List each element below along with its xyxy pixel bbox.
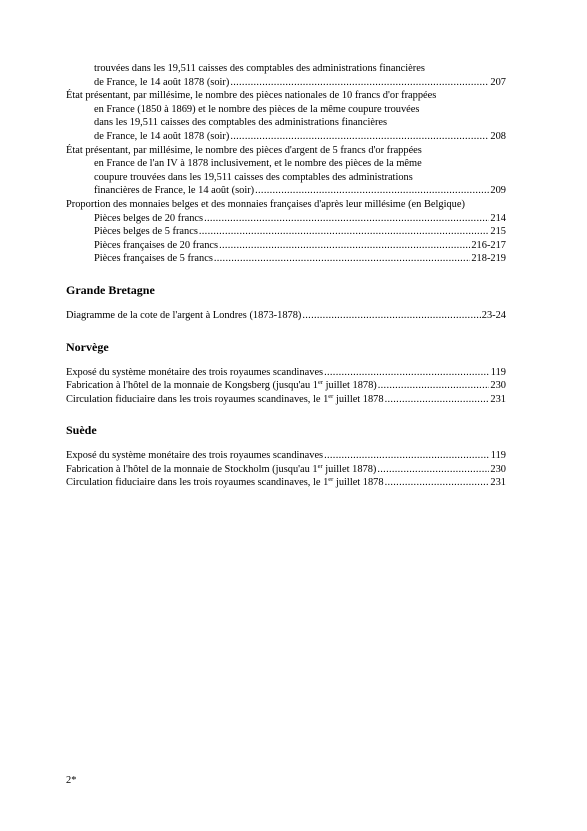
page-number: 214 xyxy=(490,212,506,224)
entry-leader-line xyxy=(66,130,506,144)
page-number: 23-24 xyxy=(481,309,506,321)
page-footer-number: 2* xyxy=(66,775,77,786)
page-number: 218-219 xyxy=(471,253,506,265)
dot-leader xyxy=(378,379,490,393)
entry-leader-line xyxy=(66,212,506,226)
entry-line: État présentant, par millésime, le nombre des pièces nationales de 10 francs d'or frappées xyxy=(66,90,437,102)
entry-text: Pièces françaises de 20 francs xyxy=(94,239,219,251)
entry-leader-line xyxy=(66,379,506,393)
page-number: 216-217 xyxy=(471,239,506,251)
entry-leader-line xyxy=(66,184,506,198)
dot-leader xyxy=(255,184,489,198)
entry-leader-line xyxy=(66,449,506,463)
toc-content xyxy=(66,62,506,490)
page-number: 230 xyxy=(490,380,506,392)
dot-leader xyxy=(219,239,470,253)
entry-line: en France de l'an IV à 1878 inclusivement, et le nombre des pièces de la même xyxy=(94,158,422,170)
page-number: 207 xyxy=(490,76,506,88)
dot-leader xyxy=(324,366,490,380)
dot-leader xyxy=(302,309,480,323)
entry-text: Exposé du système monétaire des trois royaumes scandinaves xyxy=(66,366,324,378)
entry-text: de France, le 14 août 1878 (soir) xyxy=(94,76,230,88)
entry-text: financières de France, le 14 août (soir) xyxy=(94,185,255,197)
entry-leader-line xyxy=(66,476,506,490)
entry-text-part: Fabrication à l'hôtel de la monnaie de Stockholm (jusqu'au 1 xyxy=(66,463,318,475)
entry-line: coupure trouvées dans les 19,511 caisses des comptables des administrations xyxy=(94,171,413,183)
entry-text-part: juillet 1878 xyxy=(333,477,384,489)
entry-text: Diagramme de la cote de l'argent à Londres (1873-1878) xyxy=(66,309,302,321)
page-number: 231 xyxy=(490,477,506,489)
entry-leader-line xyxy=(66,225,506,239)
entry-text-part: Fabrication à l'hôtel de la monnaie de Kongsberg (jusqu'au 1 xyxy=(66,380,318,392)
page-number: 231 xyxy=(490,393,506,405)
entry-line: en France (1850 à 1869) et le nombre des pièces de la même coupure trouvées xyxy=(94,103,420,115)
dot-leader xyxy=(230,76,489,90)
section-heading: Grande Bretagne xyxy=(66,282,155,297)
superscript: er xyxy=(317,462,323,470)
section-grande-bretagne xyxy=(66,283,506,323)
dot-leader xyxy=(377,463,489,477)
entry-text-part: juillet 1878 xyxy=(333,393,384,405)
dot-leader xyxy=(324,449,490,463)
page-number: 230 xyxy=(490,463,506,475)
entry-leader-line xyxy=(66,309,506,323)
entry-text: Pièces françaises de 5 francs xyxy=(94,253,213,265)
entry-leader-line xyxy=(66,393,506,407)
page-number: 119 xyxy=(490,450,506,462)
entry-leader-line xyxy=(66,252,506,266)
entry-line: trouvées dans les 19,511 caisses des comptables des administrations financières xyxy=(94,63,425,74)
entry-text-part: juillet 1878) xyxy=(322,463,377,475)
entry-text-part: juillet 1878) xyxy=(323,380,377,392)
entry-text: Pièces belges de 5 francs xyxy=(94,226,198,238)
entry-text-part: Circulation fiduciaire dans les trois royaumes scandinaves, le 1 xyxy=(66,393,329,405)
section-norvege xyxy=(66,340,506,407)
entry-text xyxy=(66,476,384,490)
entry-leader-line xyxy=(66,76,506,90)
page-number: 208 xyxy=(490,130,506,142)
section-heading: Suède xyxy=(66,423,97,438)
entry-title: Proportion des monnaies belges et des monnaies françaises d'après leur millésime (en Belgique) xyxy=(66,198,465,210)
entry-text: Pièces belges de 20 francs xyxy=(94,212,204,224)
page-number: 209 xyxy=(490,185,506,197)
entry-text: Exposé du système monétaire des trois royaumes scandinaves xyxy=(66,450,324,462)
entry-leader-line xyxy=(66,366,506,380)
entry-leader-line xyxy=(66,463,506,477)
page-number: 119 xyxy=(490,366,506,378)
superscript: er xyxy=(328,392,334,400)
page-number: 215 xyxy=(490,226,506,238)
toc-entry xyxy=(66,62,506,89)
superscript: er xyxy=(328,476,334,484)
dot-leader xyxy=(385,476,490,490)
entry-text xyxy=(66,463,376,477)
entry-line: dans les 19,511 caisses des comptables des administrations financières xyxy=(94,117,388,129)
entry-text xyxy=(66,393,384,407)
dot-leader xyxy=(230,130,489,144)
entry-text-part: Circulation fiduciaire dans les trois royaumes scandinaves, le 1 xyxy=(66,477,329,489)
entry-text: de France, le 14 août 1878 (soir) xyxy=(94,130,230,142)
entry-leader-line xyxy=(66,239,506,253)
dot-leader xyxy=(214,252,471,266)
section-heading: Norvège xyxy=(66,339,109,354)
entry-line: État présentant, par millésime, le nombre des pièces d'argent de 5 francs d'or frappées xyxy=(66,144,422,156)
superscript: er xyxy=(318,379,324,387)
section-suede xyxy=(66,423,506,490)
dot-leader xyxy=(204,212,489,226)
toc-entry xyxy=(66,144,506,198)
toc-entry xyxy=(66,89,506,143)
dot-leader xyxy=(199,225,490,239)
entry-text xyxy=(66,379,377,393)
toc-entry-proportion xyxy=(66,198,506,266)
dot-leader xyxy=(385,393,490,407)
